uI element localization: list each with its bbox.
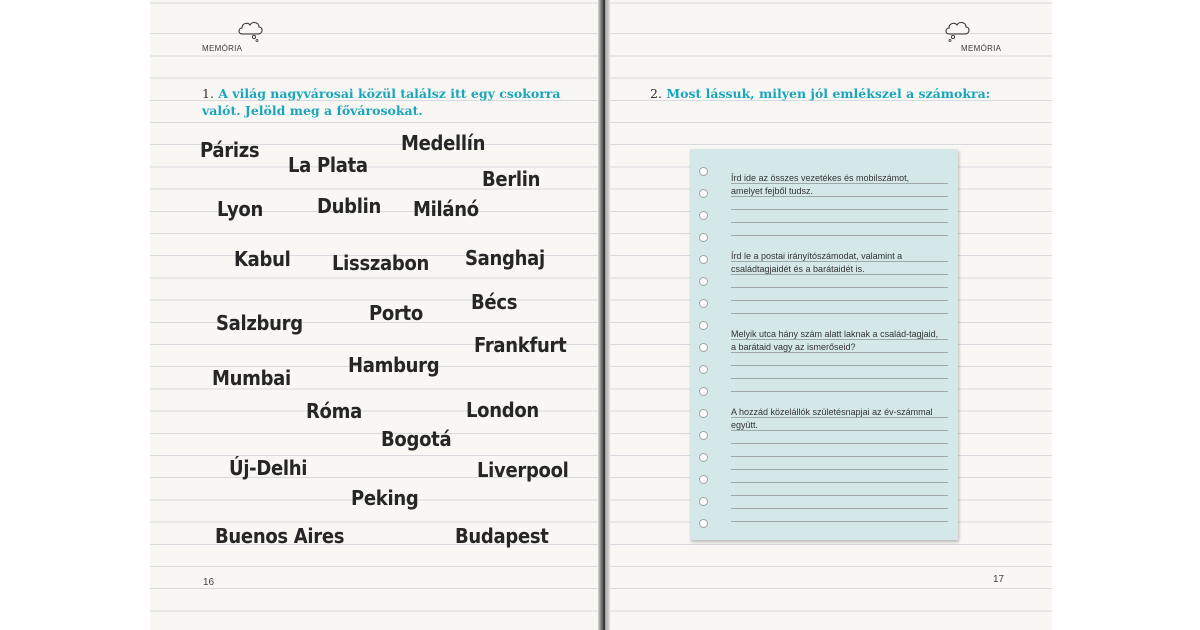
binder-hole (699, 277, 708, 286)
city-word: Lisszabon (332, 251, 430, 276)
city-word: Kabul (234, 247, 291, 272)
binder-hole (699, 299, 708, 308)
writing-line (731, 378, 948, 379)
binder-hole (699, 519, 708, 528)
left-header-label: MEMÓRIA (202, 44, 243, 53)
city-word: Buenos Aires (215, 524, 345, 549)
city-word: Milánó (413, 197, 479, 222)
writing-line (731, 443, 948, 444)
binder-hole (699, 431, 708, 440)
task-1-text: A világ nagyvárosai közül találsz itt egy csokorra valót. Jelöld meg a fővárosokat. (202, 86, 561, 118)
notecard (690, 149, 958, 540)
notecard-prompt: Melyik utca hány szám alatt laknak a család-tagjaid, a barátaid vagy az ismerőseid? (731, 329, 939, 352)
task-2-number: 2. (650, 86, 662, 101)
binder-hole (699, 387, 708, 396)
city-word: Salzburg (216, 311, 303, 336)
writing-line (731, 391, 948, 392)
city-word: Bécs (471, 290, 518, 315)
city-word: Mumbai (212, 366, 291, 391)
right-header-label: MEMÓRIA (961, 44, 1002, 53)
city-word: Párizs (200, 138, 260, 163)
writing-line (731, 482, 948, 483)
binder-hole (699, 321, 708, 330)
binder-hole (699, 409, 708, 418)
city-word: Medellín (401, 131, 486, 156)
city-word: Liverpool (477, 458, 569, 483)
city-word: Bogotá (381, 427, 452, 452)
binder-hole (699, 365, 708, 374)
cloud-thought-icon (943, 20, 971, 44)
writing-line (731, 495, 948, 496)
page-number-left: 16 (203, 577, 215, 588)
city-word: Róma (306, 399, 362, 424)
binder-hole (699, 189, 708, 198)
page-number-right: 17 (993, 574, 1005, 585)
writing-line (731, 300, 948, 301)
city-word: Lyon (217, 197, 263, 222)
city-word: Sanghaj (465, 246, 545, 271)
book-spine-line (603, 0, 605, 630)
binder-hole (699, 233, 708, 242)
notecard-prompt: Írd le a postai irányítószámodat, valamint a családtagjaidét és a barátaidét is. (731, 251, 903, 274)
binder-hole (699, 497, 708, 506)
writing-line (731, 456, 948, 457)
writing-line (731, 365, 948, 366)
writing-line (731, 521, 948, 522)
city-word: London (466, 398, 539, 423)
notecard-prompt: Írd ide az összes vezetékes és mobilszámot, amelyet fejből tudsz. (731, 173, 910, 196)
city-word: Budapest (455, 524, 549, 549)
task-1-instruction (202, 85, 572, 119)
writing-line (731, 222, 948, 223)
binder-hole (699, 167, 708, 176)
writing-line (731, 235, 948, 236)
binder-hole (699, 343, 708, 352)
notecard-prompt: A hozzád közelállók születésnapjai az év-számmal együtt. (731, 407, 933, 430)
writing-line (731, 508, 948, 509)
city-word: Peking (351, 486, 419, 511)
cloud-thought-icon (236, 20, 264, 44)
city-word: Berlin (482, 167, 541, 192)
writing-line (731, 287, 948, 288)
city-word: Dublin (317, 194, 381, 219)
writing-line (731, 209, 948, 210)
task-1-number: 1. (202, 86, 214, 101)
binder-hole (699, 211, 708, 220)
binder-hole (699, 475, 708, 484)
city-word: Hamburg (348, 353, 440, 378)
task-2-text: Most lássuk, milyen jól emlékszel a számokra: (666, 86, 991, 101)
binder-hole (699, 255, 708, 264)
writing-line (731, 313, 948, 314)
city-word: La Plata (288, 153, 368, 178)
city-word: Porto (369, 301, 423, 326)
task-2-instruction (650, 85, 1030, 102)
city-word: Új-Delhi (229, 456, 308, 481)
city-word: Frankfurt (474, 333, 567, 358)
writing-line (731, 469, 948, 470)
binder-hole (699, 453, 708, 462)
